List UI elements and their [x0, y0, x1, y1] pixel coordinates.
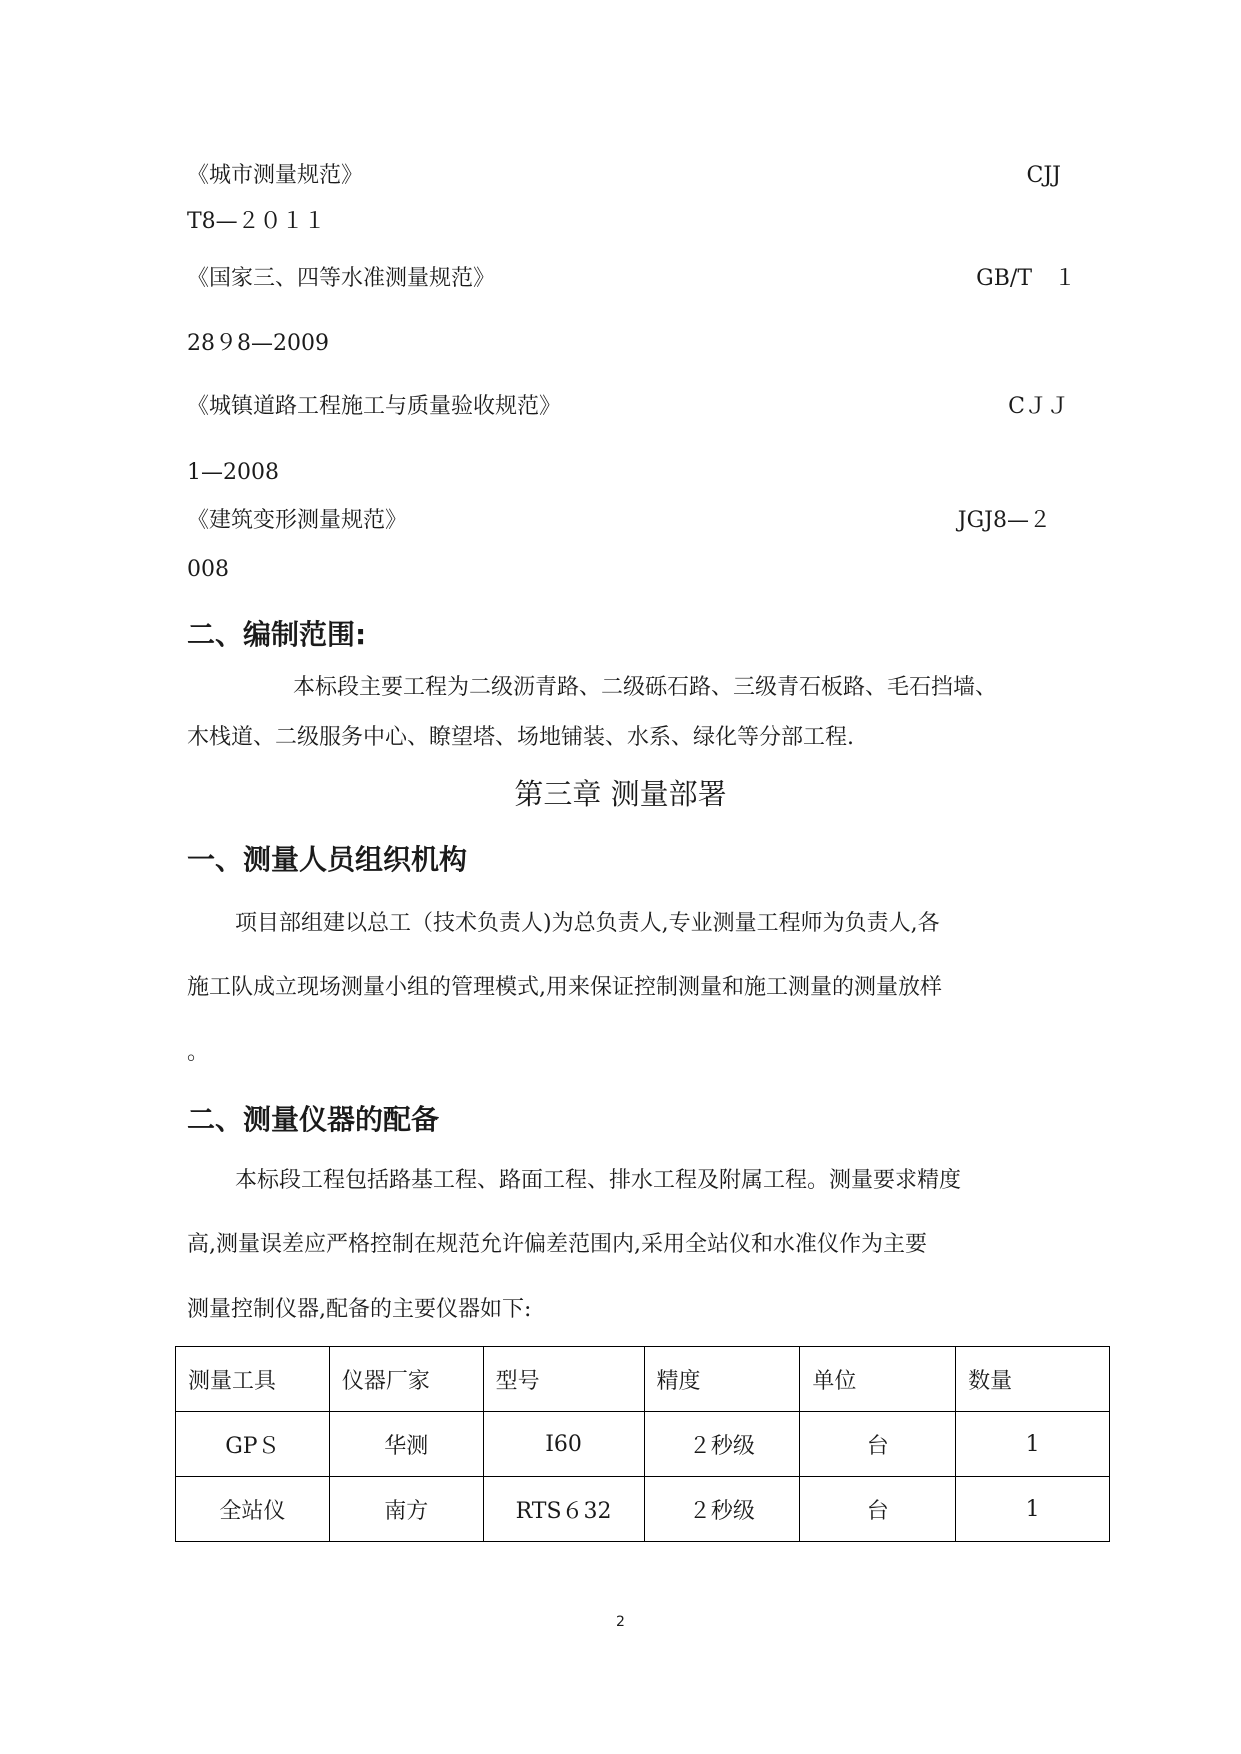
reference-name: 《城市测量规范》	[187, 163, 364, 188]
paragraph-line: 施工队成立现场测量小组的管理模式,用来保证控制测量和施工测量的测量放样	[187, 975, 942, 1000]
reference-code: CJJ	[1026, 163, 1061, 188]
table-row	[176, 1412, 1110, 1477]
table-header-cell: 单位	[800, 1347, 956, 1412]
reference-code: GB/T １	[976, 266, 1076, 291]
table-cell: RTS６32	[483, 1477, 644, 1542]
reference-code-continued: 28９8—2009	[187, 331, 329, 356]
reference-code-continued: T8—２０１１	[187, 209, 326, 234]
paragraph-line: 本标段主要工程为二级沥青路、二级砾石路、三级青石板路、毛石挡墙、	[293, 675, 998, 700]
instruments-table	[175, 1346, 1110, 1542]
reference-code: CＪＪ	[1008, 394, 1069, 419]
reference-name: 《国家三、四等水准测量规范》	[187, 266, 496, 291]
reference-name: 《城镇道路工程施工与质量验收规范》	[187, 394, 562, 419]
table-row	[176, 1477, 1110, 1542]
paragraph-line: 本标段工程包括路基工程、路面工程、排水工程及附属工程。测量要求精度	[235, 1168, 962, 1193]
reference-code-continued: 008	[187, 557, 229, 582]
table-header-cell: 仪器厂家	[329, 1347, 483, 1412]
table-cell: 南方	[329, 1477, 483, 1542]
page-number: 2	[616, 1614, 625, 1630]
paragraph-line: 项目部组建以总工（技术负责人)为总负责人,专业测量工程师为负责人,各	[235, 911, 940, 936]
table-cell: 台	[800, 1477, 956, 1542]
reference-code-continued: 1—2008	[187, 460, 279, 485]
table-header-cell: 测量工具	[176, 1347, 330, 1412]
section-heading-scope: 二、编制范围:	[187, 618, 367, 651]
paragraph-line: 。	[187, 1040, 210, 1065]
chapter-title: 第三章 测量部署	[514, 777, 727, 811]
reference-name: 《建筑变形测量规范》	[187, 508, 408, 533]
table-cell: 华测	[329, 1412, 483, 1477]
table-cell: 1	[956, 1412, 1110, 1477]
table-cell: ２秒级	[644, 1477, 800, 1542]
table-header-row	[176, 1347, 1110, 1412]
section-heading-instruments: 二、测量仪器的配备	[187, 1103, 440, 1136]
table-header-cell: 型号	[483, 1347, 644, 1412]
paragraph-line: 测量控制仪器,配备的主要仪器如下:	[187, 1297, 532, 1322]
table-cell: GPＳ	[176, 1412, 330, 1477]
section-heading-organization: 一、测量人员组织机构	[187, 843, 468, 876]
table-cell: I60	[483, 1412, 644, 1477]
reference-code: JGJ8—２	[957, 508, 1051, 533]
paragraph-line: 高,测量误差应严格控制在规范允许偏差范围内,采用全站仪和水准仪作为主要	[187, 1232, 927, 1257]
paragraph-line: 木栈道、二级服务中心、瞭望塔、场地铺装、水系、绿化等分部工程.	[187, 725, 854, 750]
table-cell: 全站仪	[176, 1477, 330, 1542]
table-cell: 台	[800, 1412, 956, 1477]
table-header-cell: 数量	[956, 1347, 1110, 1412]
table-header-cell: 精度	[644, 1347, 800, 1412]
table-cell: 1	[956, 1477, 1110, 1542]
table-cell: ２秒级	[644, 1412, 800, 1477]
